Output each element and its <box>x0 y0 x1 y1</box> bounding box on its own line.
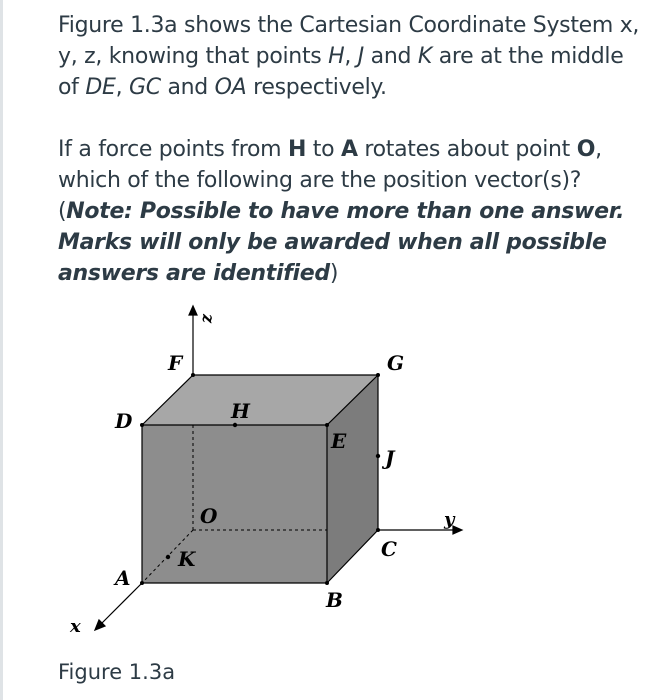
point-j <box>376 454 380 458</box>
point-f <box>191 373 195 377</box>
cube-figure <box>0 290 660 670</box>
label-b: B <box>326 588 343 612</box>
label-h: H <box>231 399 250 423</box>
label-a: A <box>115 566 131 590</box>
label-o: O <box>200 504 218 528</box>
z-axis-arrow <box>189 306 197 315</box>
label-d: D <box>115 409 133 433</box>
point-g <box>376 373 380 377</box>
question-note: (Note: Possible to have more than one answer. Marks will only be awarded when all possible answers are identified) <box>58 199 625 286</box>
label-x: x <box>70 616 81 637</box>
question-text <box>58 10 648 289</box>
question-prompt: If a force points from H to A rotates about point O, which of the following are the position vector(s)? <box>58 137 602 193</box>
point-h <box>233 423 237 427</box>
label-y: y <box>444 509 455 530</box>
point-e <box>325 423 329 427</box>
point-c <box>376 528 380 532</box>
question-intro: Figure 1.3a shows the Cartesian Coordinate System x, y, z, knowing that points H, J and K are at the middle of DE, GC and OA respectively. <box>58 13 640 100</box>
point-a <box>140 581 144 585</box>
label-f: F <box>168 351 183 375</box>
label-g: G <box>387 351 405 375</box>
label-z: z <box>199 314 218 324</box>
label-e: E <box>331 429 347 453</box>
figure-caption: Figure 1.3a <box>58 660 176 684</box>
label-j: J <box>385 446 395 470</box>
point-b <box>325 581 329 585</box>
point-d <box>140 423 144 427</box>
front-face <box>142 425 327 583</box>
label-k: K <box>178 547 196 571</box>
label-c: C <box>381 537 397 561</box>
point-k <box>166 555 170 559</box>
